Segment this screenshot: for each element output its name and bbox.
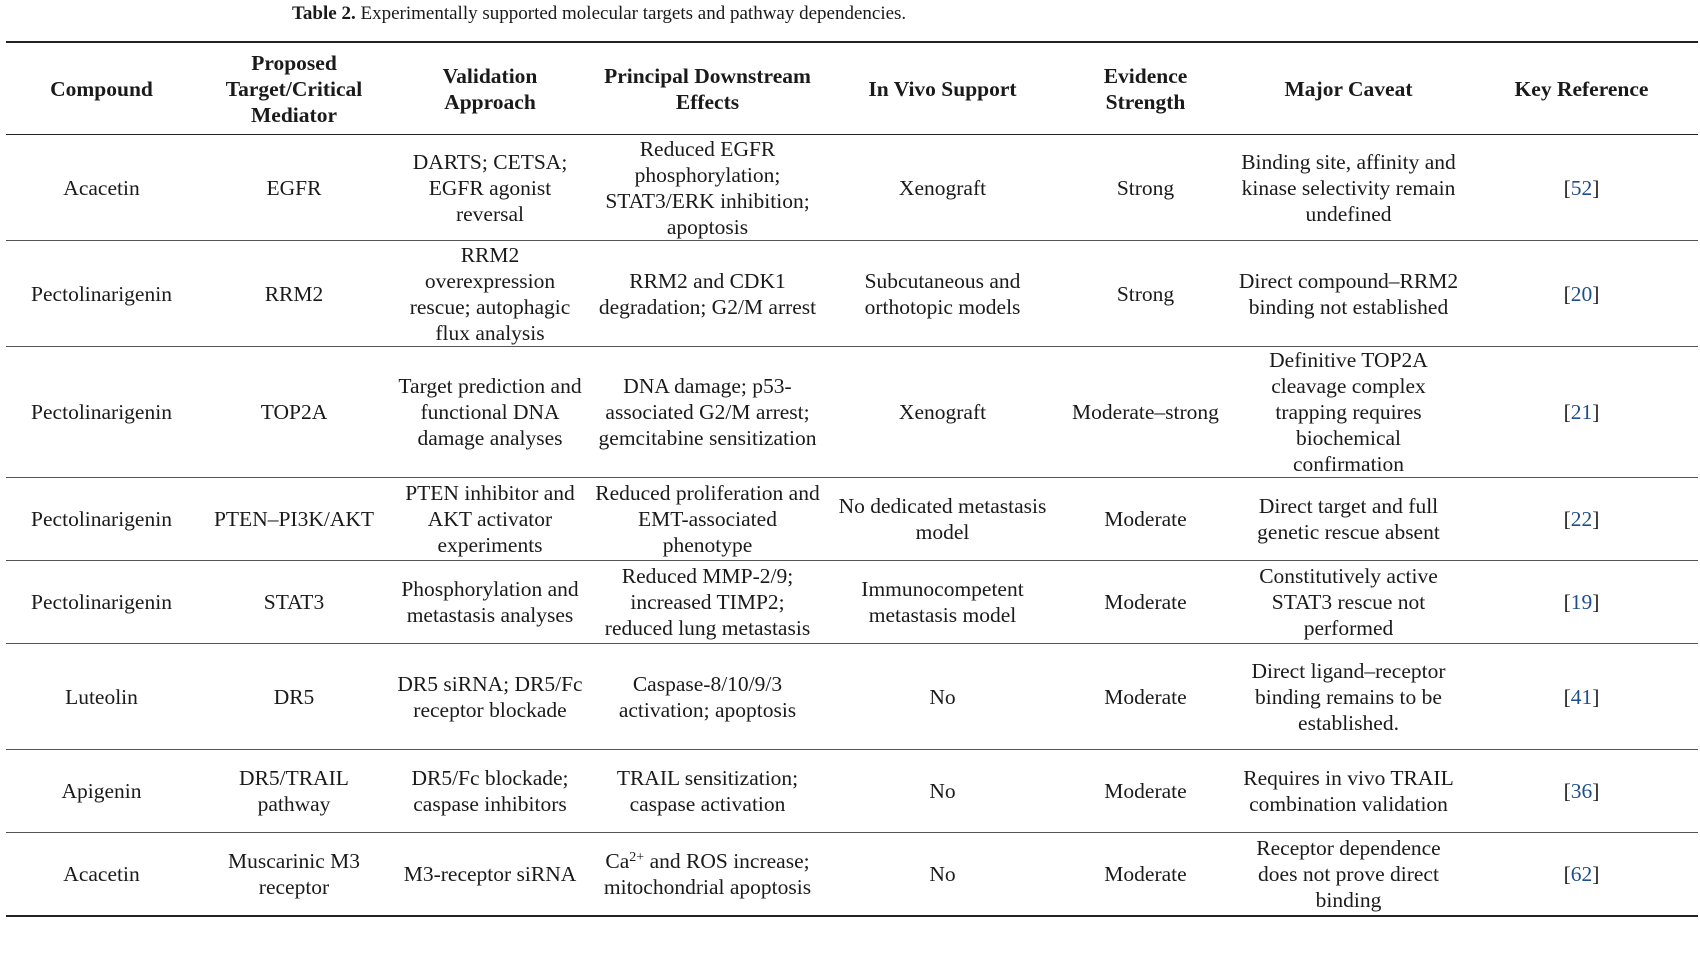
cell-compound: Pectolinarigenin (31, 590, 172, 614)
reference-link[interactable]: 20 (1570, 281, 1593, 306)
cell-in-vivo: Immunocompetent metastasis model (861, 577, 1024, 627)
header-compound: Compound (50, 76, 153, 101)
cell-validation: DR5/Fc blockade; caspase inhibitors (411, 766, 569, 816)
table-row (6, 347, 1698, 478)
table-row (6, 644, 1698, 750)
cell-reference: [36] (1563, 779, 1600, 803)
cell-in-vivo: Xenograft (898, 175, 987, 200)
table-row (6, 135, 1698, 241)
cell-validation: PTEN inhibitor and AKT activator experiments (405, 481, 575, 557)
table-row (6, 750, 1698, 833)
targets-table (6, 41, 1698, 917)
cell-target: Muscarinic M3 receptor (228, 848, 360, 899)
cell-caveat: Constitutively active STAT3 rescue not performed (1259, 564, 1438, 640)
cell-validation: Target prediction and functional DNA damage analyses (398, 374, 582, 450)
cell-strength: Strong (1116, 281, 1175, 306)
effects-text-pre: Ca (605, 848, 630, 873)
cell-target: DR5 (273, 684, 315, 709)
cell-in-vivo: Subcutaneous and orthotopic models (864, 268, 1021, 319)
cell-validation: DR5 siRNA; DR5/Fc receptor blockade (397, 671, 583, 722)
cell-effects: Reduced MMP-2/9; increased TIMP2; reduced lung metastasis (604, 564, 811, 640)
table-row (6, 241, 1698, 347)
reference-link[interactable]: 62 (1570, 861, 1593, 886)
cell-in-vivo: No dedicated metastasis model (838, 494, 1047, 544)
cell-strength: Moderate (1104, 779, 1187, 803)
cell-compound: Pectolinarigenin (31, 507, 172, 531)
cell-compound: Acacetin (63, 861, 140, 886)
cell-strength: Moderate (1104, 861, 1187, 886)
table-row (6, 561, 1698, 644)
header-target: Proposed Target/Critical Mediator (225, 50, 363, 127)
cell-strength: Moderate (1104, 507, 1187, 531)
cell-target: PTEN–PI3K/AKT (213, 507, 375, 531)
header-in-vivo: In Vivo Support (868, 76, 1017, 101)
cell-in-vivo: No (929, 861, 956, 886)
cell-reference: [20] (1563, 281, 1600, 306)
cell-effects: Caspase-8/10/9/3 activation; apoptosis (618, 671, 797, 722)
cell-validation: RRM2 overexpression rescue; autophagic flux analysis (409, 242, 571, 345)
cell-target: RRM2 (264, 281, 324, 306)
cell-strength: Moderate (1104, 590, 1187, 614)
header-row (6, 42, 1698, 135)
cell-reference: [22] (1563, 507, 1600, 531)
header-caveat: Major Caveat (1284, 76, 1413, 101)
cell-target: STAT3 (263, 590, 325, 614)
reference-link[interactable]: 22 (1570, 507, 1593, 531)
reference-link[interactable]: 36 (1570, 779, 1593, 803)
reference-link[interactable]: 52 (1570, 175, 1593, 200)
cell-validation: M3-receptor siRNA (403, 861, 577, 886)
cell-reference: [21] (1563, 400, 1600, 424)
cell-strength: Moderate (1104, 684, 1187, 709)
table-caption-label: Table 2. (292, 3, 356, 24)
reference-link[interactable]: 21 (1570, 400, 1593, 424)
cell-strength: Moderate–strong (1072, 400, 1219, 424)
cell-target: DR5/TRAIL pathway (239, 766, 349, 816)
header-reference: Key Reference (1514, 76, 1649, 101)
cell-caveat: Binding site, affinity and kinase selectivity remain undefined (1241, 149, 1456, 226)
cell-target: TOP2A (260, 400, 328, 424)
cell-caveat: Direct target and full genetic rescue absent (1257, 494, 1440, 544)
cell-effects: RRM2 and CDK1 degradation; G2/M arrest (598, 268, 817, 319)
cell-in-vivo: No (929, 684, 956, 709)
cell-caveat: Receptor dependence does not prove direct binding (1256, 835, 1441, 912)
table-row (6, 833, 1698, 916)
cell-caveat: Direct ligand–receptor binding remains to be established. (1251, 658, 1446, 735)
cell-in-vivo: No (929, 779, 956, 803)
cell-caveat: Direct compound–RRM2 binding not established (1238, 268, 1459, 319)
cell-compound: Luteolin (65, 684, 138, 709)
reference-link[interactable]: 19 (1570, 590, 1593, 614)
cell-reference: [52] (1563, 175, 1600, 200)
cell-strength: Strong (1116, 175, 1175, 200)
effects-text-post: and ROS increase; mitochondrial apoptosis (603, 848, 812, 899)
cell-effects: DNA damage; p53-associated G2/M arrest; gemcitabine sensitization (598, 374, 817, 450)
cell-effects: TRAIL sensitization; caspase activation (616, 766, 799, 816)
header-validation: Validation Approach (442, 63, 538, 114)
cell-compound: Pectolinarigenin (31, 281, 172, 306)
cell-target: EGFR (266, 175, 322, 200)
table-caption-text: Experimentally supported molecular targets and pathway dependencies. (360, 3, 907, 24)
cell-in-vivo: Xenograft (898, 400, 987, 424)
cell-caveat: Requires in vivo TRAIL combination validation (1243, 766, 1454, 816)
cell-reference: [41] (1563, 684, 1600, 709)
cell-reference: [62] (1563, 861, 1600, 886)
effects-superscript: 2+ (629, 849, 645, 865)
cell-effects: Reduced EGFR phosphorylation; STAT3/ERK inhibition; apoptosis (605, 136, 810, 239)
cell-effects: Reduced proliferation and EMT-associated phenotype (595, 481, 820, 557)
cell-reference: [19] (1563, 590, 1600, 614)
header-evidence: Evidence Strength (1103, 63, 1188, 114)
cell-validation: Phosphorylation and metastasis analyses (401, 577, 579, 627)
header-effects: Principal Downstream Effects (604, 63, 811, 114)
reference-link[interactable]: 41 (1570, 684, 1593, 709)
cell-compound: Acacetin (63, 175, 140, 200)
cell-validation: DARTS; CETSA; EGFR agonist reversal (412, 149, 568, 226)
cell-compound: Apigenin (61, 779, 142, 803)
cell-caveat: Definitive TOP2A cleavage complex trapping requires biochemical confirmation (1269, 348, 1428, 476)
table-row (6, 478, 1698, 561)
cell-effects (589, 833, 826, 916)
cell-compound: Pectolinarigenin (31, 400, 172, 424)
table-caption (292, 2, 906, 26)
